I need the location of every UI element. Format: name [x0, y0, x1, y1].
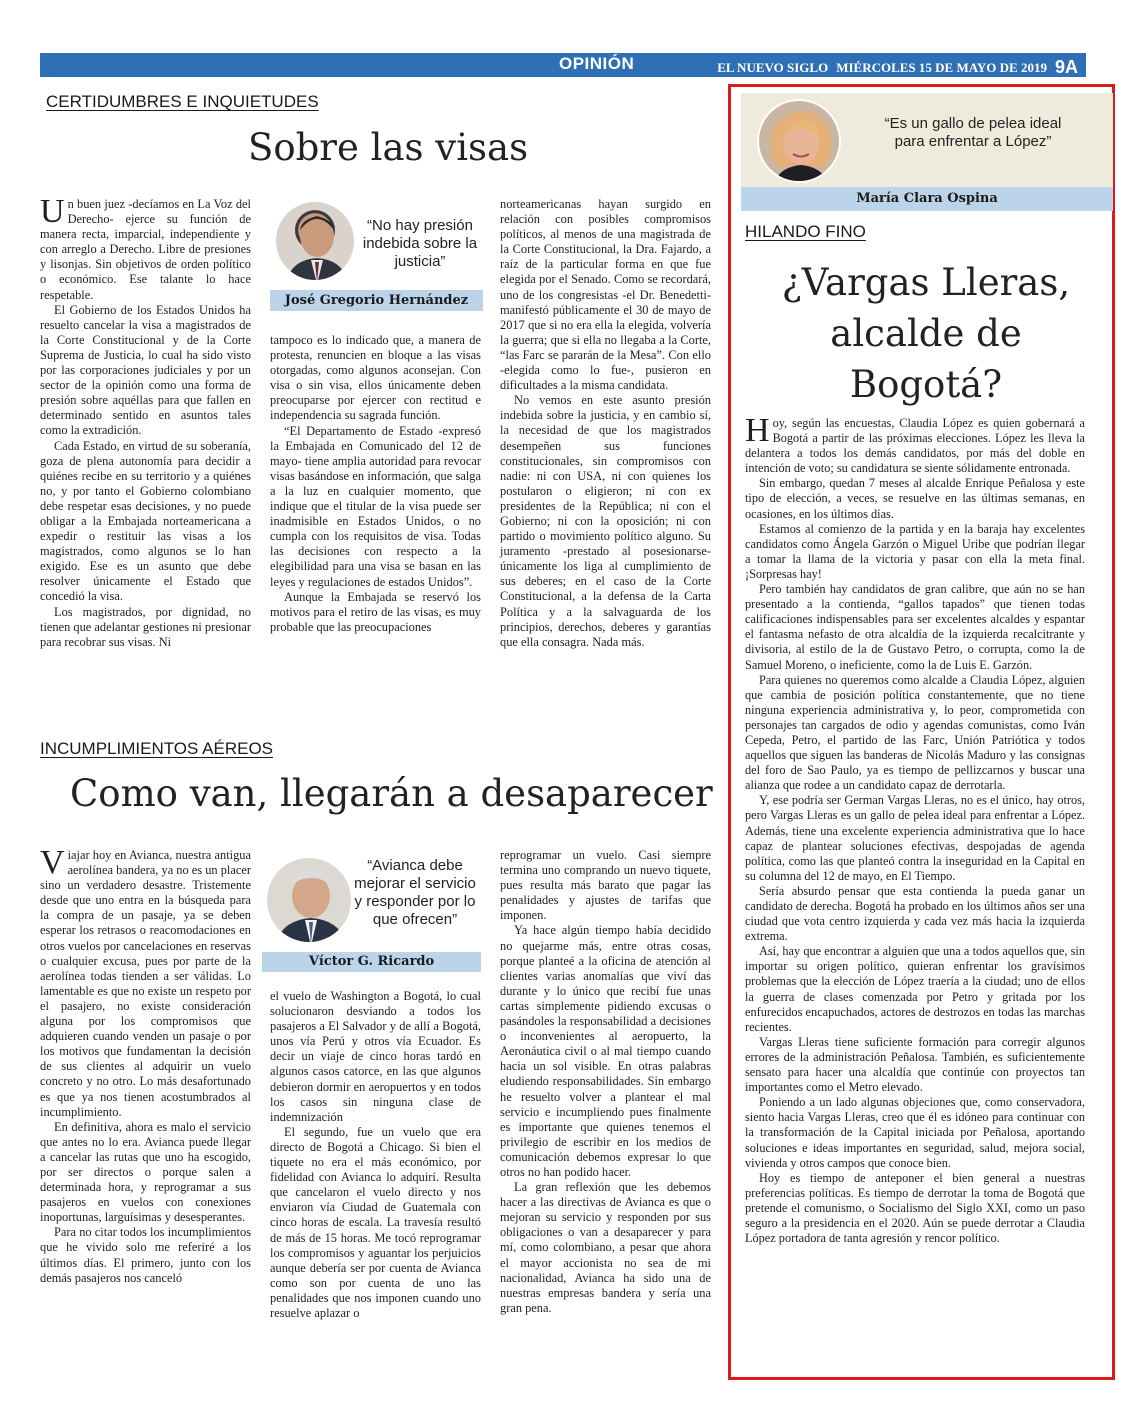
- article2-p3: Para no citar todos los incumplimientos que he vivido solo me referiré a los últimos días. El primero, junto con los demás pasajeros nos canceló: [40, 1225, 251, 1285]
- author-quote-1: “No hay presión indebida sobre la justicia”: [362, 217, 478, 270]
- paper-name: EL NUEVO SIGLO: [717, 60, 829, 75]
- author-box-3: [741, 93, 1113, 211]
- article2-p1: iajar hoy en Avianca, nuestra antigua aerolínea bandera, ya no es un placer sino un verdadero desastre. Tristemente desde que uno entra en la búsqueda para la compra de un pasaje, ya se deben esperar los retrasos o reacomodaciones en otros vuelos por cancelaciones en reservas o cualquier excusa, pues por parte de la aerolínea todas tienden a ser válidas. Lo lamentable es que no existe un respeto por el pasajero, no existe consideración alguna por los compromisos que adquieren cuando venden un pasaje o por los motivos que fundamentan la decisión de sus clientes al adquirir un vuelo concreto y no otro. Lo más desafortunado es que ya nos tienen acostumbrados al incumplimiento.: [40, 848, 251, 1119]
- article3-p8: Así, hay que encontrar a alguien que una a todos aquellos que, sin importar su origen político, quieran enfrentar los gravísimos problemas que la elección de López traería a la ciudad; uno de ellos la guerra de clases comenzada por Petro y gritada por los enfurecidos encapuchados, actores de destrozos en todas las marchas recientes.: [745, 944, 1085, 1034]
- masthead-bar: [40, 53, 1086, 77]
- article3-kicker: HILANDO FINO: [745, 222, 866, 241]
- article1-col3: [500, 197, 711, 650]
- author-box-1: [270, 197, 483, 313]
- article1-p3: Cada Estado, en virtud de su soberanía, goza de plena autonomía para decidir a quiénes recibe en su territorio y a quiénes no, y por tanto el Gobierno colombiano debe respetar esas decisiones, y no puede obligar a la Embajada norteamericana a expedir o restituir las visas a los magistrados, como algunos se lo han exigido. Ese es un asunto que debe resolver únicamente el Estado que concedió la visa.: [40, 438, 251, 604]
- article2-c2p1: el vuelo de Washington a Bogotá, lo cual solucionaron desviando a todos los pasajeros a El Salvador y de allí a Bogotá, unos vía Perú y otros vía Ecuador. Es decir un viaje de cinco horas tardó en algunos casos catorce, en las que algunos debieron dormir en aeropuertos y en todos los casos sin ninguna clase de indemnización: [270, 989, 481, 1124]
- article3-p6: Y, ese podría ser German Vargas Lleras, no es el único, hay otros, pero Vargas Lleras es un gallo de pelea ideal para enfrentar a López. Además, tiene una excelente experiencia administrativa que lo hace capaz de plantear soluciones efectivas, despojadas de agenda política, como las que planteó contra la inseguridad en la Capital en su columna del 12 de mayo, en El Tiempo.: [745, 793, 1085, 883]
- article3-p5: Para quienes no queremos como alcalde a Claudia López, alguien que cambia de posición política constantemente, que no tiene ninguna experiencia administrativa y, lo peor, comprometida con personajes tan cargados de odio y agendas comunistas, como Iván Cepeda, Petro, el partido de las Farc, Unión Patriótica y todos aquellos que siguen las banderas de Nicolás Maduro y las consignas del foro de Sao Paulo, ya es tiempo de pellizcarnos y buscar una alianza que rodee a un candidato capaz de derrotarla.: [745, 672, 1085, 793]
- article1-col1: [40, 193, 251, 650]
- article1-c3p1: norteamericanas hayan surgido en relación con posibles compromisos políticos, al menos de una magistrada de la Corte Constitucional, la Dra. Fajardo, a raíz de la particular forma en que fue elegida por el Senado. Como se recordará, uno de los congresistas -el Dr. Benedetti- manifestó públicamente el 30 de mayo de 2017 que si no era ella la elegida, volvería la guerra; que si ella no llegaba a la Corte, “las Farc se pararán de la Mesa”. Con ello -elegida como lo fue-, pusieron en dificultades a la misma candidata.: [500, 197, 711, 393]
- article2-col1: [40, 844, 251, 1286]
- masthead-right: [717, 56, 1078, 77]
- portrait-photo-icon: [274, 200, 356, 282]
- article3-p1: oy, según las encuestas, Claudia López es quien gobernará a Bogotá a partir de las próximas elecciones. López les lleva la delantera a todos los demás candidatos, por más del doble en intención de voto; su candidatura se siente sólidamente entronada.: [745, 416, 1085, 476]
- article1-c2p3: Aunque la Embajada se reservó los motivos para el retiro de las visas, es muy probable que las preocupaciones: [270, 589, 481, 634]
- article1-c3p2: No vemos en este asunto presión indebida sobre la justicia, y en cambio sí, la necesidad de que los magistrados desempeñen sus funciones constitucionales, sin compromisos con nadie: ni con USA, ni con quienes los postularon o eligieron; ni con ex presidentes de la República; ni con el Gobierno; ni con la oposición; ni con partido o movimiento político alguno. Su juramento -prestado al posesionarse- únicamente los liga al cumplimiento de sus deberes; en el caso de la Corte Constitucional, a la defensa de la Carta Política y a la salvaguarda de los principios, derechos, deberes y garantías que ella consagra. Nada más.: [500, 393, 711, 649]
- article3-p7: Sería absurdo pensar que esta contienda la pueda ganar un candidato de derecha. Bogotá ha probado en los últimos años ser una ciudad que vota centro izquierda y cada vez más hacia la izquierda extrema.: [745, 883, 1085, 944]
- article1-c2p2: “El Departamento de Estado -expresó la Embajada en Comunicado del 12 de mayo- tiene amplia autoridad para revocar visas basándose en información, que salga a la luz en cualquier momento, que indique que el titular de la visa puede ser inadmisible en Estados Unidos, o no cumpla con los requisitos de visa. Todas las decisiones con respecto a la elegibilidad para una visa se basan en las leyes y regulaciones de estados Unidos”.: [270, 423, 481, 589]
- article2-c2p2: El segundo, fue un vuelo que era directo de Bogotá a Chicago. Si bien el tiquete no era el más económico, por fidelidad con Avianca lo adquirí. Resulta que cancelaron el vuelo directo y nos enviaron vía Ciudad de Guatemala con cinco horas de escala. La travesía resultó de más de 15 horas. Me tocó reprogramar los compromisos y aguantar los perjuicios aunque debería ser por cuenta de Avianca como son por cuenta de uno las penalidades que nos imponen cuando uno resuelve aplazar o: [270, 1124, 481, 1320]
- article3-title-line3: Bogotá?: [849, 363, 1003, 406]
- article1-p2: El Gobierno de los Estados Unidos ha resuelto cancelar la visa a magistrados de la Corte Constitucional y de la Corte Suprema de Justicia, lo cual ha sido visto por las corporaciones judiciales y por un sector de la opinión como una forma de presión sobre aquéllas para que fallen en determinado sentido en asuntos tales como la extradición.: [40, 302, 251, 438]
- article3-dropcap: H: [745, 412, 770, 449]
- article3-title-line1: ¿Vargas Lleras,: [781, 261, 1071, 304]
- article3-title: [745, 257, 1107, 410]
- article3-p10: Poniendo a un lado algunas objeciones que, como conservadora, siento hacia Vargas Lleras, creo que él es idóneo para continuar con la transformación de la Capital iniciada por Peñalosa, aportando soluciones e ideas importantes en seguridad, salud, mejora social, vivienda y otros campos que conoce bien.: [745, 1095, 1085, 1170]
- article3-p9: Vargas Lleras tiene suficiente formación para corregir algunos errores de la administración Peñalosa. También, es suficientemente sensato para hacer una alcaldía que continúe con proyectos tan importantes como el Metro elevado.: [745, 1034, 1085, 1095]
- article2-kicker: INCUMPLIMIENTOS AÉREOS: [40, 739, 274, 758]
- issue-date: MIÉRCOLES 15 DE MAYO DE 2019: [836, 60, 1047, 75]
- author-name-1: José Gregorio Hernández: [270, 290, 483, 311]
- article1-dropcap: U: [40, 193, 65, 230]
- portrait-photo-icon: [757, 99, 841, 183]
- page-number: 9A: [1054, 57, 1078, 77]
- author-name-2: Víctor G. Ricardo: [262, 952, 481, 972]
- article2-title: Como van, llegarán a desaparecer: [70, 772, 713, 815]
- author-box-2: [262, 853, 481, 973]
- article3-p3: Estamos al comienzo de la partida y en la baraja hay excelentes candidatos como Ángela Garzón o Miguel Uribe que podrían llegar a tomar la llama de la victoria y pasar con ella la meta final. ¡Sorpresas hay!: [745, 521, 1085, 581]
- author-name-3: María Clara Ospina: [741, 187, 1113, 211]
- article2-c3p1: reprogramar un vuelo. Casi siempre termina uno comprando un nuevo tiquete, pues resulta más barato que pagar las penalidades y ajustes de tarifas que imponen.: [500, 848, 711, 923]
- article3-title-line2: alcalde de: [830, 312, 1022, 355]
- article1-title: Sobre las visas: [248, 126, 529, 169]
- article1-c2p1: tampoco es lo indicado que, a manera de protesta, renuncien en bloque a las visas otorgadas, como algunos aconsejan. Con visa o sin visa, ellos únicamente deben preocuparse por ejercer con rectitud e independencia su sagrada función.: [270, 333, 481, 423]
- article1-p1: n buen juez -decíamos en La Voz del Derecho- ejerce su función de manera recta, imparcial, independiente y con arreglo a Derecho. Libre de presiones y lisonjas. Sin objetivos de orden político o económico. Ese talante lo hace respetable.: [40, 197, 251, 302]
- article2-dropcap: V: [40, 844, 65, 881]
- article2-c3p3: La gran reflexión que les debemos hacer a las directivas de Avianca es que o mejoran su servicio y responden por sus obligaciones o van a desaparecer y para mí, como colombiano, a pesar que ahora el mayor accionista no sea de mi nacionalidad, Avianca ha sido una de nuestras empresas bandera y sería una gran pena.: [500, 1180, 711, 1315]
- article2-c3p2: Ya hace algún tiempo había decidido no quejarme más, entre otras cosas, porque planteé a la oficina de atención al clientes varias anomalías que viví das durante y lo único que recibí fue unas cartas simplemente pidiendo excusas o pasándoles la responsabilidad a decisiones o inconvenientes al aeropuerto, la Aeronáutica civil o al mal tiempo cuando hacia un sol visible. En otras palabras eludiendo responsabilidades. Sin embargo he resuelto volver a plantear el mal servicio e incumpliendo pues finalmente es importante que quienes tenemos el privilegio de escribir en los medios de comunicación debemos expresar lo que otros no han podido hacer.: [500, 923, 711, 1179]
- article2-p2: En definitiva, ahora es malo el servicio que antes no lo era. Avianca puede llegar a cancelar las rutas que uno ha escogido, por ser directos o porque salen a determinada hora, y reprogramar a sus pasajeros en vuelos con conexiones inoportunas, larguísimas y desesperantes.: [40, 1119, 251, 1225]
- portrait-photo-icon: [265, 856, 353, 944]
- article2-col3: [500, 848, 711, 1316]
- author-quote-2: “Avianca debe mejorar el servicio y responder por lo que ofrecen”: [354, 857, 476, 928]
- author-quote-3: “Es un gallo de pelea ideal para enfrentar a López”: [884, 115, 1062, 150]
- article3-body: [745, 412, 1085, 1246]
- article1-p4: Los magistrados, por dignidad, no tienen que adelantar gestiones ni presionar para recobrar sus visas. Ni: [40, 604, 251, 649]
- article1-kicker: CERTIDUMBRES E INQUIETUDES: [46, 92, 319, 111]
- article2-col2: [270, 989, 481, 1321]
- article3-p2: Sin embargo, quedan 7 meses al alcalde Enrique Peñalosa y este tipo de elección, a veces, se resuelve en las últimas semanas, en ocasiones, en los últimos días.: [745, 476, 1085, 521]
- article3-p11: Hoy es tiempo de anteponer el bien general a nuestras preferencias políticas. Es tiempo de derrotar la toma de Bogotá que pretende el comunismo, o Socialismo del Siglo XXI, como un paso seguro a la presidencia en el 2020. Aún se puede derrotar a Claudia López portadora de tanta agresión y rencor político.: [745, 1170, 1085, 1246]
- article3-p4: Pero también hay candidatos de gran calibre, que aún no se han presentado a la contienda, “gallos tapados” que tienen todas calificaciones indispensables para ser excelentes alcaldes y espantar el fantasma nefasto de otra alcaldía de la izquierda recalcitrante y divisoria, al estilo de la de Gustavo Petro, o corrupta, como la de Samuel Moreno, o ineficiente, como la de Luis E. Garzón.: [745, 582, 1085, 672]
- section-name: OPINIÓN: [559, 54, 635, 73]
- article1-col2: [270, 333, 481, 635]
